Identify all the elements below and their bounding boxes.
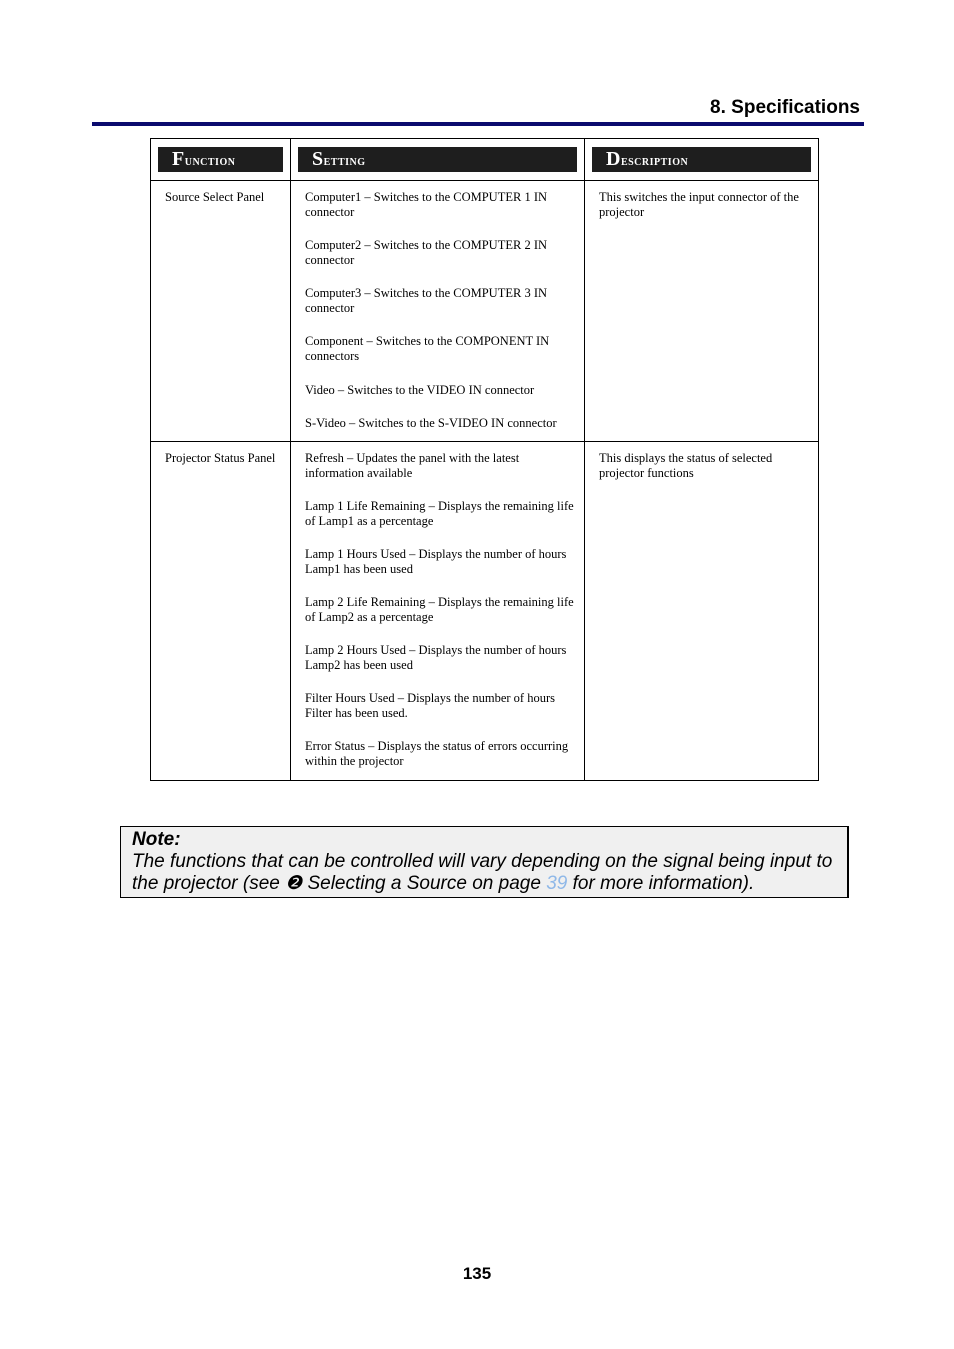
table-row <box>151 442 819 781</box>
function-cell: Source Select Panel <box>151 181 291 442</box>
setting-item: Computer1 – Switches to the COMPUTER 1 IN connector <box>305 190 548 219</box>
setting-item: Computer2 – Switches to the COMPUTER 2 IN connector <box>305 238 548 267</box>
source-step-icon: ❷ <box>285 873 303 894</box>
setting-item: Video – Switches to the VIDEO IN connector <box>305 383 535 397</box>
table-row <box>151 181 819 442</box>
note-text-end: for more information). <box>567 873 755 894</box>
description-header-initial: D <box>606 148 621 170</box>
setting-item: Lamp 1 Life Remaining – Displays the remaining life of Lamp1 as a percentage <box>305 499 574 528</box>
setting-item: Lamp 2 Hours Used – Displays the number of hours Lamp2 has been used <box>305 643 567 672</box>
function-cell: Projector Status Panel <box>151 442 291 781</box>
setting-header-label: etting <box>323 154 366 169</box>
setting-item: Filter Hours Used – Displays the number of hours Filter has been used. <box>305 691 555 720</box>
setting-item: Computer3 – Switches to the COMPUTER 3 IN connector <box>305 286 548 315</box>
description-cell: This switches the input connector of the projector <box>585 181 819 442</box>
note-text-middle: Selecting a Source on page <box>302 873 547 894</box>
header-rule <box>92 122 864 126</box>
description-header-label: escription <box>620 154 689 169</box>
description-cell: This displays the status of selected projector functions <box>585 442 819 781</box>
page-link[interactable]: 39 <box>546 873 568 894</box>
setting-item: Component – Switches to the COMPONENT IN connectors <box>305 334 550 363</box>
setting-header-initial: S <box>312 148 324 170</box>
setting-item: S-Video – Switches to the S-VIDEO IN connector <box>305 416 557 430</box>
note-title: Note: <box>132 829 181 850</box>
function-header-initial: F <box>172 148 185 170</box>
setting-item: Lamp 1 Hours Used – Displays the number of hours Lamp1 has been used <box>305 547 567 576</box>
setting-column-header <box>291 139 585 181</box>
function-column-header <box>151 139 291 181</box>
specifications-table <box>150 138 819 781</box>
setting-item: Lamp 2 Life Remaining – Displays the remaining life of Lamp2 as a percentage <box>305 595 574 624</box>
function-header-label: unction <box>184 154 236 169</box>
note-text-start: The functions that can be controlled will vary depending on the signal being input to the projector (see <box>132 851 833 894</box>
note-text <box>132 851 847 895</box>
setting-cell <box>291 181 585 442</box>
section-title: 8. Specifications <box>710 97 860 118</box>
setting-cell <box>291 442 585 781</box>
setting-item: Refresh – Updates the panel with the latest information available <box>305 451 520 480</box>
description-column-header <box>585 139 819 181</box>
note-box <box>120 826 849 898</box>
page-number: 135 <box>462 1264 492 1283</box>
setting-item: Error Status – Displays the status of errors occurring within the projector <box>305 739 569 768</box>
